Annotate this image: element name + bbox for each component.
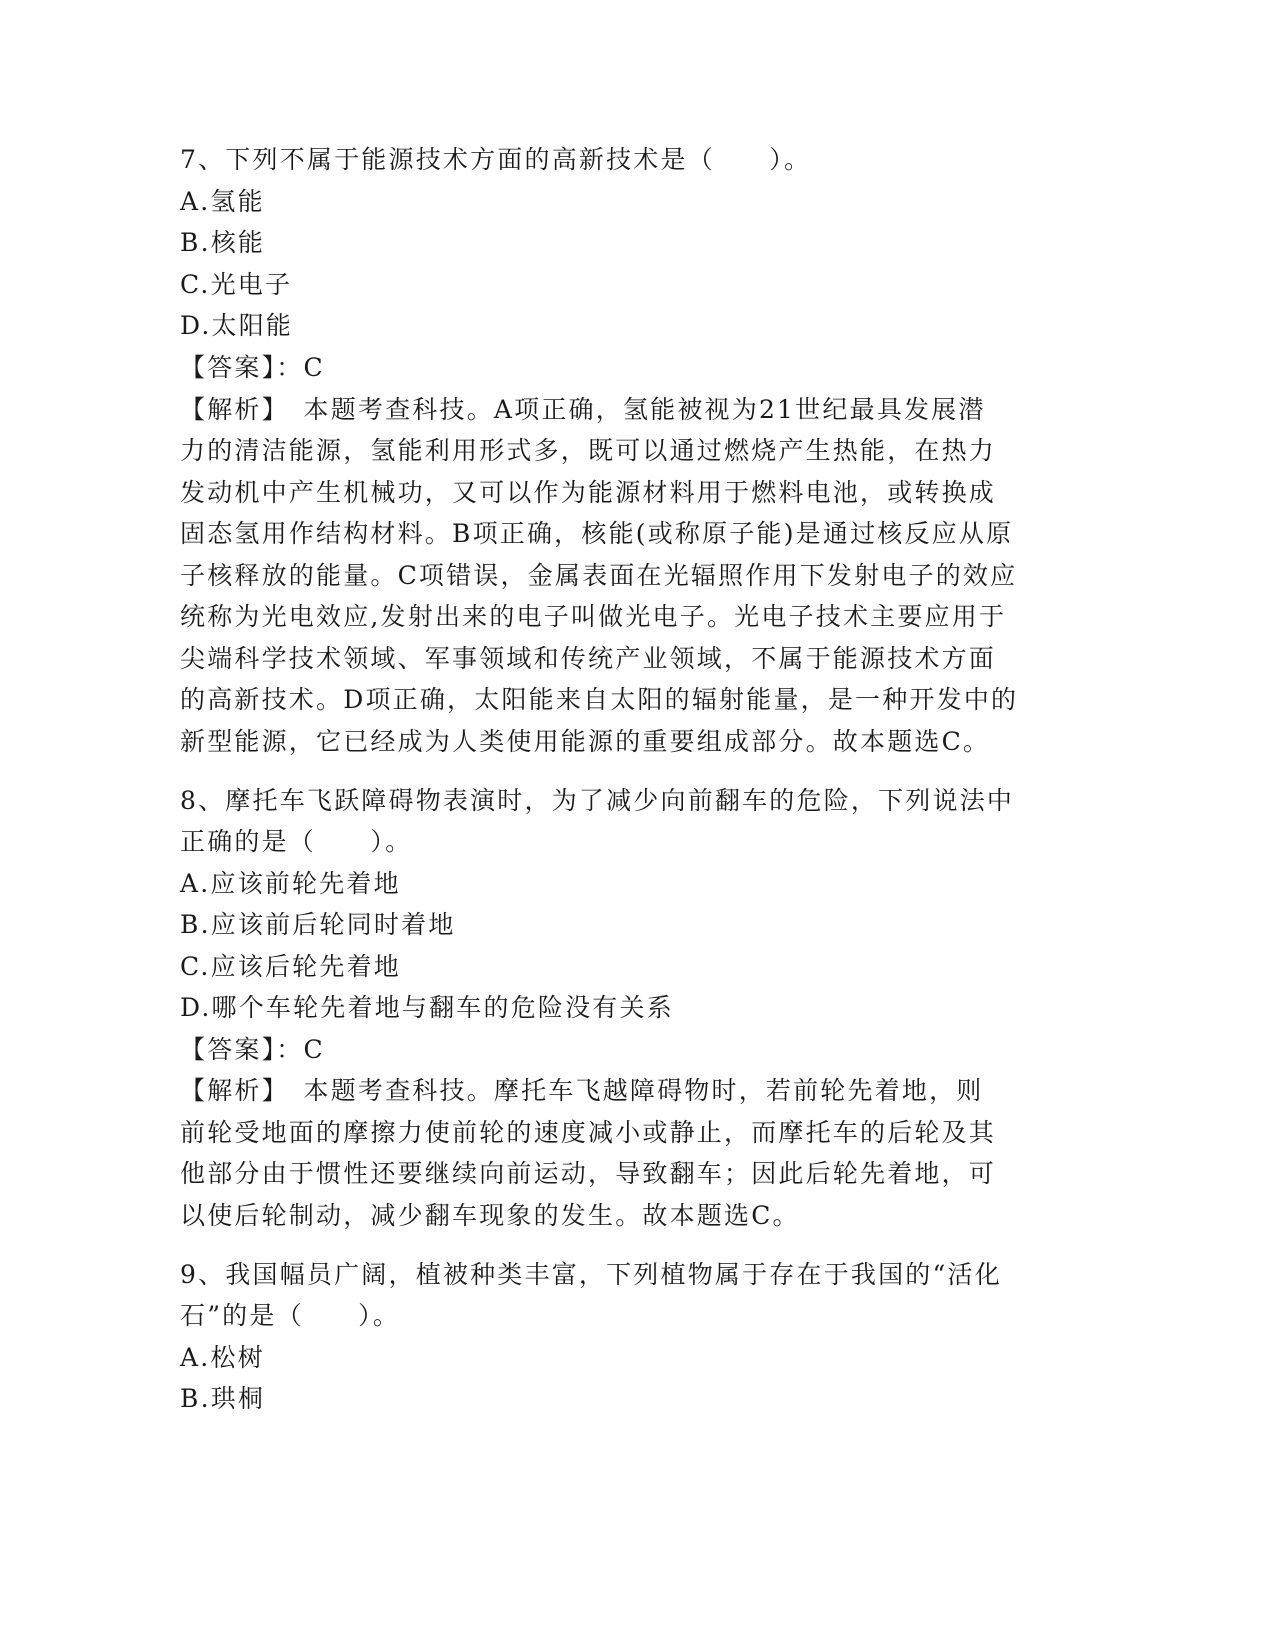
question-7-analysis-line: 新型能源，它已经成为人类使用能源的重要组成部分。故本题选C。 — [180, 727, 991, 756]
question-7-option-b: B.核能 — [180, 228, 266, 257]
question-8-stem: 正确的是（ ）。 — [180, 827, 413, 856]
question-7-analysis-line: 统称为光电效应,发射出来的电子叫做光电子。光电子技术主要应用于 — [180, 602, 1007, 631]
question-7-option-a: A.氢能 — [180, 187, 265, 216]
question-8-analysis-line: 以使后轮制动，减少翻车现象的发生。故本题选C。 — [180, 1201, 800, 1230]
question-7-analysis-line: 子核释放的能量。C项错误，金属表面在光辐照作用下发射电子的效应 — [180, 561, 1018, 590]
question-8-analysis-line: 前轮受地面的摩擦力使前轮的速度减小或静止，而摩托车的后轮及其 — [180, 1118, 997, 1147]
question-8-option-b: B.应该前后轮同时着地 — [180, 910, 456, 939]
question-8-stem: 8、摩托车飞跃障碍物表演时，为了减少向前翻车的危险，下列说法中 — [180, 786, 1015, 815]
question-7-analysis-line: 的高新技术。D项正确，太阳能来自太阳的辐射能量，是一种开发中的 — [180, 685, 1019, 714]
question-7-answer: 【答案】：C — [180, 353, 325, 382]
question-7-analysis-line: 发动机中产生机械功，又可以作为能源材料用于燃料电池，或转换成 — [180, 478, 997, 507]
question-9-option-b: B.珙桐 — [180, 1384, 266, 1413]
question-9-stem: 石”的是（ ）。 — [180, 1301, 401, 1330]
question-8-answer: 【答案】：C — [180, 1035, 325, 1064]
question-8-analysis-line: 他部分由于惯性还要继续向前运动，导致翻车；因此后轮先着地，可 — [180, 1159, 997, 1188]
question-7-analysis-line: 固态氢用作结构材料。B项正确，核能(或称原子能)是通过核反应从原 — [180, 519, 1014, 548]
question-7-option-d: D.太阳能 — [180, 311, 294, 340]
question-8-analysis-line: 【解析】 本题考查科技。摩托车飞越障碍物时，若前轮先着地，则 — [180, 1076, 984, 1105]
question-7-option-c: C.光电子 — [180, 270, 293, 299]
question-9-option-a: A.松树 — [180, 1343, 265, 1372]
question-8-option-a: A.应该前轮先着地 — [180, 869, 401, 898]
question-7-analysis-line: 【解析】 本题考查科技。A项正确，氢能被视为21世纪最具发展潜 — [180, 395, 986, 424]
question-7-stem: 7、下列不属于能源技术方面的高新技术是（ ）。 — [180, 145, 812, 174]
question-7-analysis-line: 尖端科学技术领域、军事领域和传统产业领域，不属于能源技术方面 — [180, 644, 997, 673]
question-8-option-d: D.哪个车轮先着地与翻车的危险没有关系 — [180, 993, 674, 1022]
question-7-analysis-line: 力的清洁能源，氢能利用形式多，既可以通过燃烧产生热能，在热力 — [180, 436, 997, 465]
question-8-option-c: C.应该后轮先着地 — [180, 952, 401, 981]
question-9-stem: 9、我国幅员广阔，植被种类丰富，下列植物属于存在于我国的“活化 — [180, 1260, 1002, 1289]
